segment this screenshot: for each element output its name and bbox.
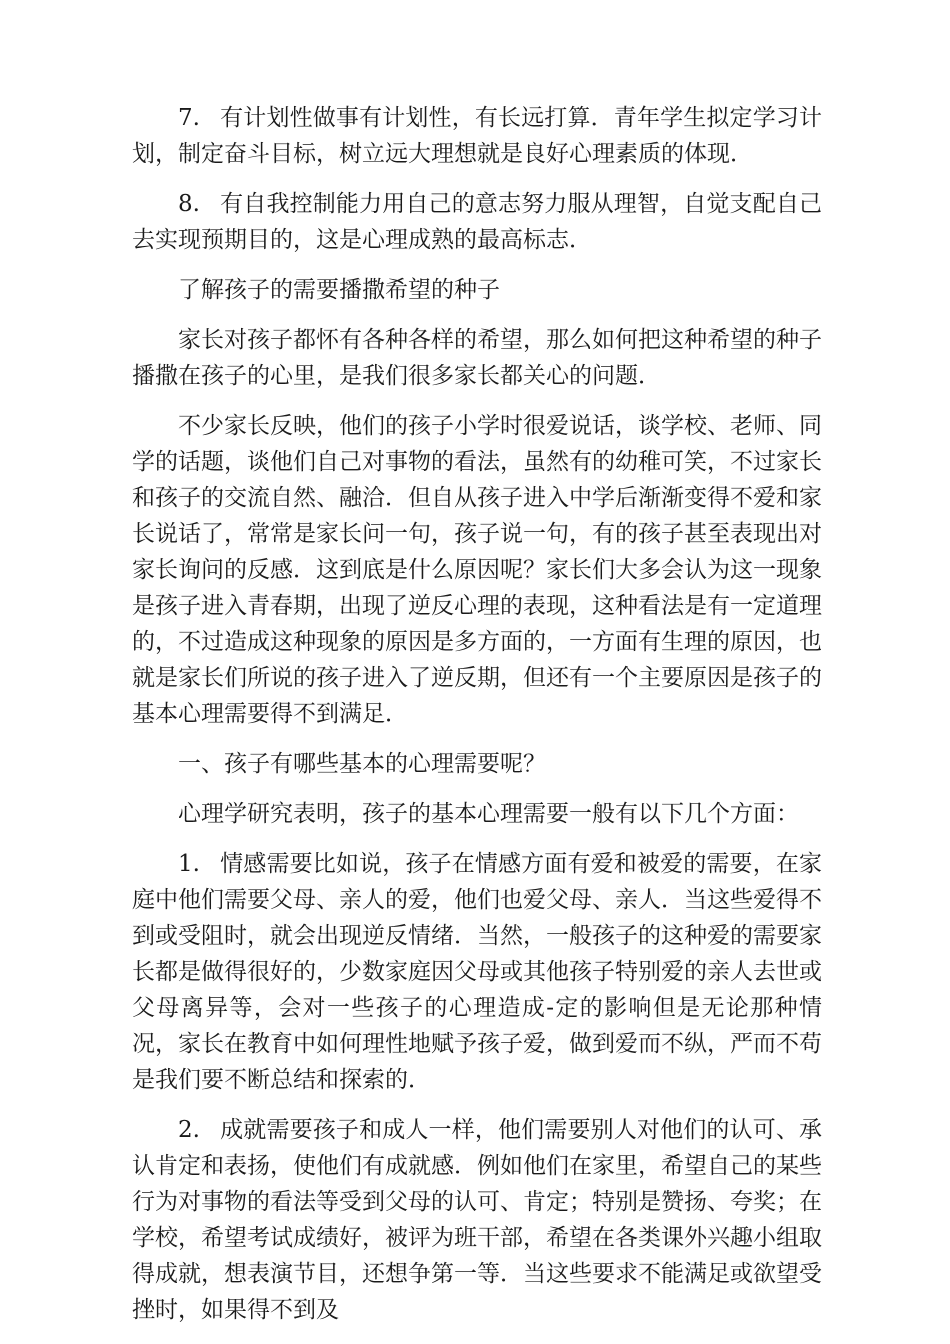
subsection-heading: 一、孩子有哪些基本的心理需要呢？ (178, 751, 546, 777)
list-number: 1. (178, 851, 200, 877)
section-heading: 了解孩子的需要播撒希望的种子 (178, 277, 500, 303)
paragraph-7 (132, 100, 822, 172)
paragraph-observation: 不少家长反映，他们的孩子小学时很爱说话，谈学校、老师、同学的话题，谈他们自己对事物的看法，虽然有的幼稚可笑，不过家长和孩子的交流自然、融洽．但自从孩子进入中学后渐渐变得不爱和家长说话了，常常是家长问一句，孩子说一句，有的孩子甚至表现出对家长询问的反感．这到底是什么原因呢？家长们大多会认为这一现象是孩子进入青春期，出现了逆反心理的表现，这种看法是有一定道理的，不过造成这种现象的原因是多方面的，一方面有生理的原因，也就是家长们所说的孩子进入了逆反期，但还有一个主要原因是孩子的基本心理需要得不到满足． (132, 413, 822, 727)
paragraph-text: 情感需要比如说，孩子在情感方面有爱和被爱的需要，在家庭中他们需要父母、亲人的爱，他们也爱父母、亲人．当这些爱得不到或受阻时，就会出现逆反情绪．当然，一般孩子的这种爱的需要家长都是做得很好的，少数家庭因父母或其他孩子特别爱的亲人去世或父母离异等，会对一些孩子的心理造成-定的影响但是无论那种情况，家长在教育中如何理性地赋予孩子爱，做到爱而不纵，严而不苟是我们要不断总结和探索的． (132, 851, 822, 1093)
paragraph-text: 有计划性做事有计划性，有长远打算．青年学生拟定学习计划，制定奋斗目标，树立远大理想就是良好心理素质的体现． (132, 105, 822, 167)
paragraph-2 (132, 1112, 822, 1328)
paragraph-1 (132, 846, 822, 1098)
list-number: 8. (178, 191, 200, 217)
document-body (132, 100, 822, 1342)
list-number: 2. (178, 1117, 200, 1143)
paragraph-research: 心理学研究表明，孩子的基本心理需要一般有以下几个方面： (178, 801, 799, 827)
list-number: 7. (178, 105, 200, 131)
paragraph-8 (132, 186, 822, 258)
paragraph-intro: 家长对孩子都怀有各种各样的希望，那么如何把这种希望的种子播撒在孩子的心里，是我们很多家长都关心的问题． (132, 327, 822, 389)
paragraph-text: 有自我控制能力用自己的意志努力服从理智，自觉支配自己去实现预期目的，这是心理成熟的最高标志． (132, 191, 822, 253)
paragraph-text: 成就需要孩子和成人一样，他们需要别人对他们的认可、承认肯定和表扬，使他们有成就感．例如他们在家里，希望自己的某些行为对事物的看法等受到父母的认可、肯定；特别是赞扬、夸奖；在学校，希望考试成绩好，被评为班干部，希望在各类课外兴趣小组取得成就，想表演节目，还想争第一等．当这些要求不能满足或欲望受挫时，如果得不到及 (132, 1117, 822, 1323)
